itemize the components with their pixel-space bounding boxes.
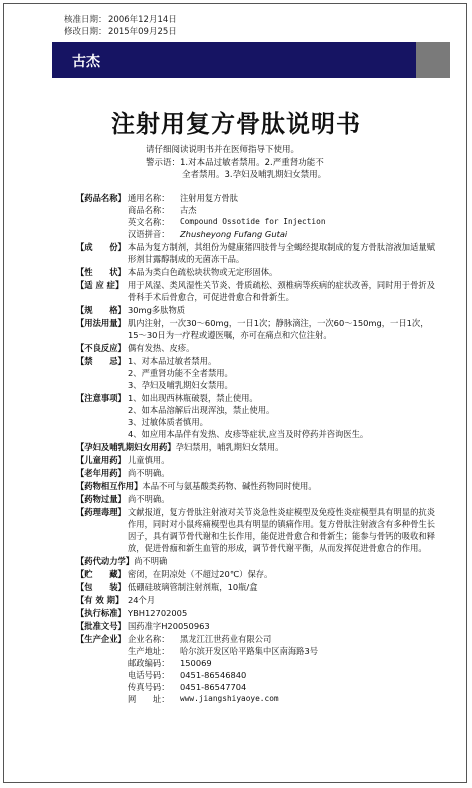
- section-row: [76, 355, 436, 391]
- section-label: 【适 应 症】: [76, 280, 124, 290]
- approval-date-row: [64, 14, 177, 26]
- section-row: [76, 454, 436, 466]
- section: [76, 493, 436, 505]
- section-content: [128, 467, 436, 479]
- section: [76, 620, 436, 632]
- warning-line-1: 警示语：1.对本品过敏者禁用。2.严重肾功能不: [146, 158, 324, 168]
- section-text: YBH12702005: [128, 608, 188, 618]
- section-label: 【儿童用药】: [76, 455, 126, 465]
- section-content: [128, 493, 436, 505]
- section-content: [128, 241, 436, 265]
- warning-block: [146, 157, 326, 181]
- label-sections: [76, 192, 436, 706]
- section-content: [128, 607, 436, 619]
- section-text: 1、对本品过敏者禁用。: [128, 356, 217, 366]
- field-value: Compound Ossotide for Injection: [180, 217, 326, 226]
- section-text: 1、如出现西林瓶破裂，禁止使用。: [128, 393, 258, 403]
- section: [76, 568, 436, 580]
- field-row: [128, 657, 436, 669]
- section-row: [76, 467, 436, 479]
- field-value: 150069: [180, 658, 212, 668]
- section-text: 尚不明确: [134, 556, 168, 566]
- section-row: [76, 633, 436, 705]
- section-content: [128, 304, 436, 316]
- section-text: 密闭，在阴凉处（不超过20℃）保存。: [128, 569, 273, 579]
- field-value: Zhusheyong Fufang Gutai: [180, 229, 288, 239]
- field-label: 通用名称：: [128, 193, 170, 203]
- section-content: [128, 506, 436, 554]
- field-label: 汉语拼音：: [128, 229, 170, 239]
- section-label: 【老年用药】: [76, 468, 126, 478]
- section: [76, 555, 436, 567]
- section: [76, 467, 436, 479]
- section-content: [128, 266, 436, 278]
- revision-date-label: 修改日期：: [64, 27, 107, 37]
- section: [76, 279, 436, 303]
- section-text: 国药准字H20050963: [128, 621, 210, 631]
- field-label: 传真号码：: [128, 682, 170, 692]
- section-label: 【药品名称】: [76, 193, 126, 203]
- section: [76, 633, 436, 705]
- section-label: 【批准文号】: [76, 621, 126, 631]
- brand-banner: [52, 42, 416, 78]
- section-label: 【药物过量】: [76, 494, 126, 504]
- field-value: 0451-86546840: [180, 670, 247, 680]
- section-text: 本品不可与氨基酸类药物、碱性药物同时使用。: [142, 481, 317, 491]
- section-content: [134, 555, 436, 567]
- field-value: 古杰: [180, 205, 197, 215]
- section-content: [128, 633, 436, 705]
- section-row: [76, 620, 436, 632]
- section-text: 尚不明确。: [128, 468, 170, 478]
- section: [76, 506, 436, 554]
- field-value: 哈尔滨开发区哈平路集中区南海路3号: [180, 646, 319, 656]
- section-row: [76, 392, 436, 440]
- approval-date-value: 2006年12月14日: [108, 15, 177, 25]
- section-text: 低硼硅玻璃管制注射剂瓶，10瓶/盒: [128, 582, 258, 592]
- section: [76, 192, 436, 240]
- section-label: 【用法用量】: [76, 318, 126, 328]
- section-row: [76, 266, 436, 278]
- section-content: [128, 392, 436, 440]
- section: [76, 304, 436, 316]
- section-content: [128, 355, 436, 391]
- section-text: 肌内注射，一次30～60mg，一日1次；静脉滴注，一次60～150mg，一日1次，15～30日为一疗程或遵医嘱，亦可在痛点和穴位注射。: [128, 318, 429, 340]
- section-row: [76, 594, 436, 606]
- section: [76, 342, 436, 354]
- section-label: 【生产企业】: [76, 634, 126, 644]
- section-content: [128, 581, 436, 593]
- field-value: 0451-86547704: [180, 682, 247, 692]
- field-row: [128, 228, 436, 240]
- section-content: [128, 192, 436, 240]
- section-label: 【贮 藏】: [76, 569, 126, 579]
- field-label: 商品名称：: [128, 205, 170, 215]
- section-label: 【规 格】: [76, 305, 126, 315]
- section: [76, 317, 436, 341]
- approval-date-label: 核准日期：: [64, 15, 107, 25]
- section-label: 【注意事项】: [76, 393, 126, 403]
- brand-name: 古杰: [72, 54, 100, 70]
- section-row: [76, 506, 436, 554]
- section-text: 2、如本品溶解后出现浑浊，禁止使用。: [128, 405, 275, 415]
- usage-instruction: 请仔细阅读说明书并在医师指导下使用。: [146, 145, 300, 155]
- section-label: 【孕妇及哺乳期妇女用药】: [76, 442, 176, 452]
- section: [76, 441, 436, 453]
- section-text: 3、过敏体质者慎用。: [128, 417, 208, 427]
- field-value: www.jiangshiyaoye.com: [180, 694, 279, 703]
- section-row: [76, 342, 436, 354]
- section-row: [76, 304, 436, 316]
- section-content: [142, 480, 436, 492]
- section-label: 【药理毒理】: [76, 507, 126, 517]
- section-row: [76, 555, 436, 567]
- section-row: [76, 441, 436, 453]
- section-label: 【性 状】: [76, 267, 126, 277]
- section-row: [76, 493, 436, 505]
- document-title: 注射用复方骨肽说明书: [111, 110, 361, 138]
- section-text: 3、孕妇及哺乳期妇女禁用。: [128, 380, 233, 390]
- section-label: 【禁 忌】: [76, 356, 126, 366]
- section: [76, 454, 436, 466]
- section-label: 【成 份】: [76, 242, 126, 252]
- field-row: [128, 216, 436, 228]
- section-text: 尚不明确。: [128, 494, 170, 504]
- section-label: 【不良反应】: [76, 343, 126, 353]
- section-label: 【有 效 期】: [76, 595, 124, 605]
- section-content: [128, 454, 436, 466]
- section-text: 本品为类白色疏松块状物或无定形固体。: [128, 267, 278, 277]
- field-label: 企业名称：: [128, 634, 170, 644]
- section-content: [128, 568, 436, 580]
- section-text: 30mg多肽物质: [128, 305, 186, 315]
- section: [76, 241, 436, 265]
- section-text: 用于风湿、类风湿性关节炎、骨质疏松、颈椎病等疾病的症状改善，同时用于骨折及骨科手术后骨愈合，可促进骨愈合和骨新生。: [128, 280, 435, 302]
- section-content: [128, 342, 436, 354]
- warning-line-2: 全者禁用。3.孕妇及哺乳期妇女禁用。: [182, 170, 327, 180]
- section: [76, 266, 436, 278]
- section-row: [76, 241, 436, 265]
- section-content: [176, 441, 436, 453]
- field-row: [128, 633, 436, 645]
- section-text: 儿童慎用。: [128, 455, 170, 465]
- section-text: 文献报道，复方骨肽注射液对关节炎急性炎症模型及免疫性炎症模型具有明显的抗炎作用，同时对小鼠疼痛模型也具有明显的镇痛作用。复方骨肽注射液含有多种骨生长因子，具有调节骨代谢和生长作用，能促进骨愈合和骨新生；能参与骨钙的吸收和释放，促进骨痂和新生血管的形成，调节骨代谢平衡，从而发挥促进骨愈合的作用。: [128, 507, 435, 553]
- field-label: 网 址：: [128, 694, 170, 704]
- field-row: [128, 192, 436, 204]
- section-row: [76, 317, 436, 341]
- section: [76, 607, 436, 619]
- section: [76, 355, 436, 391]
- section: [76, 594, 436, 606]
- section-text: 偶有发热、皮疹。: [128, 343, 195, 353]
- section-row: [76, 581, 436, 593]
- section-row: [76, 480, 436, 492]
- field-label: 电话号码：: [128, 670, 170, 680]
- section-content: [128, 317, 436, 341]
- field-row: [128, 693, 436, 705]
- field-value: 黑龙江江世药业有限公司: [180, 634, 272, 644]
- section-text: 24个月: [128, 595, 156, 605]
- section-label: 【药物相互作用】: [76, 481, 143, 491]
- field-value: 注射用复方骨肽: [180, 193, 239, 203]
- field-label: 英文名称：: [128, 217, 170, 227]
- field-row: [128, 204, 436, 216]
- revision-date-row: [64, 26, 177, 38]
- date-block: [64, 14, 177, 38]
- section-row: [76, 607, 436, 619]
- section-label: 【执行标准】: [76, 608, 126, 618]
- field-row: [128, 645, 436, 657]
- section-text: 4、如应用本品伴有发热、皮疹等症状,应当及时停药并咨询医生。: [128, 429, 369, 439]
- section-row: [76, 192, 436, 240]
- section-text: 2、严重肾功能不全者禁用。: [128, 368, 233, 378]
- section-text: 本品为复方制剂，其组份为健康猪四肢骨与全蝎经提取制成的复方骨肽溶液加适量赋形剂甘露醇制成的无菌冻干品。: [128, 242, 435, 264]
- section-content: [128, 594, 436, 606]
- section-content: [128, 279, 436, 303]
- section: [76, 480, 436, 492]
- field-label: 邮政编码：: [128, 658, 170, 668]
- section: [76, 392, 436, 440]
- section-text: 孕妇禁用，哺乳期妇女禁用。: [175, 442, 284, 452]
- section: [76, 581, 436, 593]
- warning-label: 警示语：: [146, 158, 181, 168]
- section-label: 【药代动力学】: [76, 556, 135, 566]
- field-row: [128, 669, 436, 681]
- section-row: [76, 279, 436, 303]
- section-label: 【包 装】: [76, 582, 126, 592]
- field-label: 生产地址：: [128, 646, 170, 656]
- brand-banner-accent: [416, 42, 450, 78]
- field-row: [128, 681, 436, 693]
- section-content: [128, 620, 436, 632]
- section-row: [76, 568, 436, 580]
- revision-date-value: 2015年09月25日: [108, 27, 177, 37]
